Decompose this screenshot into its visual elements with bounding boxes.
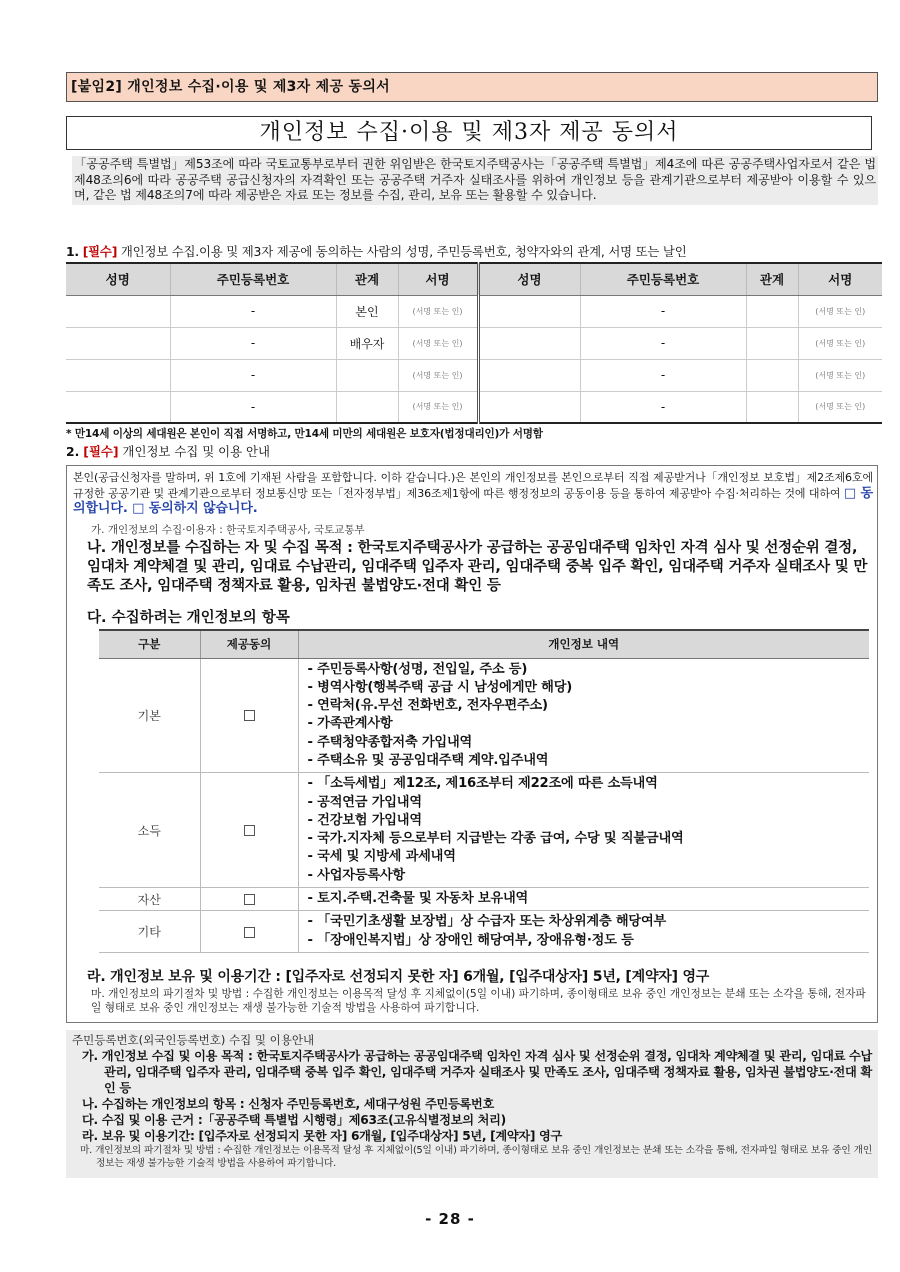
consent-checkbox[interactable] (244, 927, 255, 938)
destruction-procedure: 마. 개인정보의 파기절차 및 방법 : 수집한 개인정보는 이용목적 달성 후 지체없이(5일 이내) 파기하며, 종이형태로 보유 중인 개인정보는 분쇄 또는 소각을 통해, 전자파일 형태로 보유 중인 개인정보는 재생 불가능한 기술적 방법을 사용하여 파기합니다. (91, 987, 866, 1014)
name-field[interactable] (478, 359, 580, 391)
resident-id-field[interactable]: - (580, 391, 746, 423)
collected-items-table (99, 629, 869, 953)
category-cell: 기타 (99, 911, 200, 953)
table-row (66, 391, 882, 423)
signature-field[interactable]: (서명 또는 인) (398, 327, 478, 359)
list-item: - 건강보험 가입내역 (307, 812, 422, 828)
table-row (99, 888, 869, 911)
resident-id-field[interactable]: - (170, 327, 336, 359)
name-field[interactable] (478, 391, 580, 423)
consent-checkbox[interactable] (244, 894, 255, 905)
list-item: - 「국민기초생활 보장법」상 수급자 또는 차상위계층 해당여부 (307, 914, 667, 930)
list-item: - 사업자등록사항 (307, 867, 405, 883)
signature-field[interactable]: (서명 또는 인) (398, 295, 478, 327)
resident-id-destruction: 마. 개인정보의 파기절차 및 방법 : 수집한 개인정보는 이용목적 달성 후 지체없이(5일 이내) 파기하며, 종이형태로 보유 중인 개인정보는 분쇄 또는 소각을 통해, 전자파일 형태로 보유 중인 개인정보는 재생 불가능한 기술적 방법을 사용하여 파기합니다. (80, 1145, 872, 1169)
header-signature: 서명 (798, 263, 882, 295)
retention-period: 라. 개인정보 보유 및 이용기간 : [입주자로 선정되지 못한 자] 6개월, [입주대상자] 5년, [계약자] 영구 (87, 969, 710, 985)
page-number: - 28 - (425, 1210, 475, 1228)
relation-field[interactable] (746, 327, 798, 359)
consent-cell (200, 658, 298, 773)
collection-notice-box (66, 465, 878, 1023)
list-item: - 국가.지자체 등으로부터 지급받는 각종 급여, 수당 및 직불금내역 (307, 831, 684, 847)
relation-field[interactable] (336, 391, 398, 423)
section2-required-tag: [필수] (83, 444, 119, 459)
name-field[interactable] (66, 391, 170, 423)
section1-number: 1. (66, 244, 79, 259)
details-cell (298, 658, 869, 773)
section2-heading (66, 442, 270, 460)
signature-field[interactable]: (서명 또는 인) (798, 327, 882, 359)
relation-field[interactable] (746, 295, 798, 327)
list-item: - 가족관계사항 (307, 716, 393, 732)
signature-field[interactable]: (서명 또는 인) (398, 359, 478, 391)
category-cell: 소득 (99, 773, 200, 888)
details-cell (298, 888, 869, 911)
section1-heading (66, 242, 878, 260)
consent-cell (200, 773, 298, 888)
list-item: - 토지.주택.건축물 및 자동차 보유내역 (307, 891, 529, 907)
table-row (66, 359, 882, 391)
header-category: 구분 (99, 630, 200, 658)
header-relation: 관계 (336, 263, 398, 295)
relation-field[interactable] (336, 359, 398, 391)
list-item: - 병역사항(행복주택 공급 시 남성에게만 해당) (307, 679, 573, 695)
header-name: 성명 (478, 263, 580, 295)
resident-id-notice-box (66, 1030, 878, 1178)
header-resident-id: 주민등록번호 (580, 263, 746, 295)
signature-field[interactable]: (서명 또는 인) (798, 391, 882, 423)
name-field[interactable] (478, 295, 580, 327)
items-table-header (99, 630, 869, 658)
category-cell: 자산 (99, 888, 200, 911)
collector-user-line: 가. 개인정보의 수집·이용자 : 한국토지주택공사, 국토교통부 (91, 524, 365, 536)
resident-id-field[interactable]: - (170, 359, 336, 391)
consent-checkbox[interactable] (244, 710, 255, 721)
resident-id-field[interactable]: - (580, 359, 746, 391)
signature-table (66, 262, 882, 424)
section1-required-tag: [필수] (82, 244, 118, 259)
details-cell (298, 911, 869, 953)
name-field[interactable] (66, 327, 170, 359)
collection-purpose (87, 539, 873, 596)
consent-choice[interactable]: □ 동의합니다. □ 동의하지 않습니다. (73, 485, 873, 516)
table-row (99, 658, 869, 773)
header-name: 성명 (66, 263, 170, 295)
header-consent: 제공동의 (200, 630, 298, 658)
consent-paragraph-text: 본인(공급신청자를 말하며, 위 1호에 기재된 사람을 포함합니다. 이하 같습니다.)은 본인의 개인정보를 본인으로부터 직접 제공받거나「개인정보 보호법」제2조제6호에 규정한 공공기관 및 관계기관으로부터 정보통신망 또는「전자정부법」제36조제1항에 따른 행정정보의 공동이용 등을 통하여 제공받아 수집·처리하는 것에 대하여 (73, 471, 873, 500)
list-item: - 공적연금 가입내역 (307, 794, 422, 810)
relation-field[interactable] (746, 391, 798, 423)
resident-id-field[interactable]: - (170, 295, 336, 327)
signature-table-header (66, 263, 882, 295)
name-field[interactable] (478, 327, 580, 359)
header-relation: 관계 (746, 263, 798, 295)
intro-paragraph: 「공공주택 특별법」제53조에 따라 국토교통부로부터 권한 위임받은 한국토지주택공사는「공공주택 특별법」제4조에 따른 공공주택사업자로서 같은 법 제48조의6에 따라 공공주택 공급신청자의 자격확인 또는 공공주택 거주자 실태조사를 위하여 개인정보 등을 관계기관으로부터 제공받아 이용할 수 있으며, 같은 법 제48조의7에 따라 제공받은 자료 또는 정보를 수집, 관리, 보유 또는 활용할 수 있습니다. (72, 156, 878, 205)
collection-purpose-label: 나. 개인정보를 수집하는 자 및 수집 목적 : (87, 540, 353, 556)
category-cell: 기본 (99, 658, 200, 773)
header-signature: 서명 (398, 263, 478, 295)
relation-field[interactable]: 배우자 (336, 327, 398, 359)
header-resident-id: 주민등록번호 (170, 263, 336, 295)
attachment-header: [붙임2] 개인정보 수집·이용 및 제3자 제공 동의서 (66, 72, 878, 102)
name-field[interactable] (66, 359, 170, 391)
list-item: - 주택청약종합저축 가입내역 (307, 734, 473, 750)
header-details: 개인정보 내역 (298, 630, 869, 658)
consent-cell (200, 888, 298, 911)
resident-id-field[interactable]: - (170, 391, 336, 423)
list-item: - 「장애인복지법」상 장애인 해당여부, 장애유형·정도 등 (307, 932, 634, 948)
consent-cell (200, 911, 298, 953)
signature-field[interactable]: (서명 또는 인) (798, 295, 882, 327)
resident-id-field[interactable]: - (580, 295, 746, 327)
resident-id-items: 나. 수집하는 개인정보의 항목 : 신청자 주민등록번호, 세대구성원 주민등록번호 (82, 1097, 494, 1111)
resident-id-notice-title: 주민등록번호(외국인등록번호) 수집 및 이용안내 (72, 1033, 315, 1047)
table-row (99, 911, 869, 953)
guardian-signature-note: * 만14세 이상의 세대원은 본인이 직접 서명하고, 만14세 미만의 세대원은 보호자(법정대리인)가 서명함 (66, 428, 543, 440)
resident-id-retention: 라. 보유 및 이용기간: [입주자로 선정되지 못한 자] 6개월, [입주대상자] 5년, [계약자] 영구 (82, 1129, 562, 1143)
list-item: - 국세 및 지방세 과세내역 (307, 849, 456, 865)
list-item: - 「소득세법」제12조, 제16조부터 제22조에 따른 소득내역 (307, 776, 658, 792)
section2-text: 개인정보 수집 및 이용 안내 (122, 444, 270, 459)
consent-checkbox[interactable] (244, 825, 255, 836)
resident-id-field[interactable]: - (580, 327, 746, 359)
table-row (66, 295, 882, 327)
signature-field[interactable]: (서명 또는 인) (798, 359, 882, 391)
consent-paragraph (73, 470, 873, 517)
list-item: - 주민등록사항(성명, 전입일, 주소 등) (307, 661, 528, 677)
table-row (66, 327, 882, 359)
relation-field[interactable] (746, 359, 798, 391)
name-field[interactable] (66, 295, 170, 327)
list-item: - 연락처(유.무선 전화번호, 전자우편주소) (307, 698, 548, 714)
relation-field[interactable]: 본인 (336, 295, 398, 327)
table-row (99, 773, 869, 888)
section1-text: 개인정보 수집.이용 및 제3자 제공에 동의하는 사람의 성명, 주민등록번호, 청약자와의 관계, 서명 또는 날인 (120, 244, 687, 259)
section2-number: 2. (66, 444, 80, 459)
resident-id-legal-basis: 다. 수집 및 이용 근거 :「공공주택 특별법 시행령」제63조(고유식별정보의 처리) (82, 1113, 506, 1127)
signature-field[interactable]: (서명 또는 인) (398, 391, 478, 423)
document-title: 개인정보 수집·이용 및 제3자 제공 동의서 (66, 116, 872, 150)
collected-items-heading: 다. 수집하려는 개인정보의 항목 (87, 610, 290, 626)
details-cell (298, 773, 869, 888)
collection-purpose-text: 한국토지주택공사가 공급하는 공공임대주택 임차인 자격 심사 및 선정순위 결정, 임대차 계약체결 및 관리, 임대료 수납관리, 임대주택 입주자 관리, 임대주택 중복 입주 확인, 임대주택 거주자 실태조사 및 만족도 조사, 임대주택 정책자료 활용, 임차권 불법양도·전대 확인 등 (87, 540, 868, 594)
resident-id-purpose: 가. 개인정보 수집 및 이용 목적 : 한국토지주택공사가 공급하는 공공임대주택 임차인 자격 심사 및 선정순위 결정, 임대차 계약체결 및 관리, 임대료 수납관리, 임대주택 입주자 관리, 임대주택 중복 입주 확인, 임대주택 거주자 실태조사 및 만족도 조사, 임대주택 정책자료 활용, 임차권 불법양도·전대 확인 등 (82, 1049, 872, 1095)
list-item: - 주택소유 및 공공임대주택 계약.입주내역 (307, 752, 549, 768)
